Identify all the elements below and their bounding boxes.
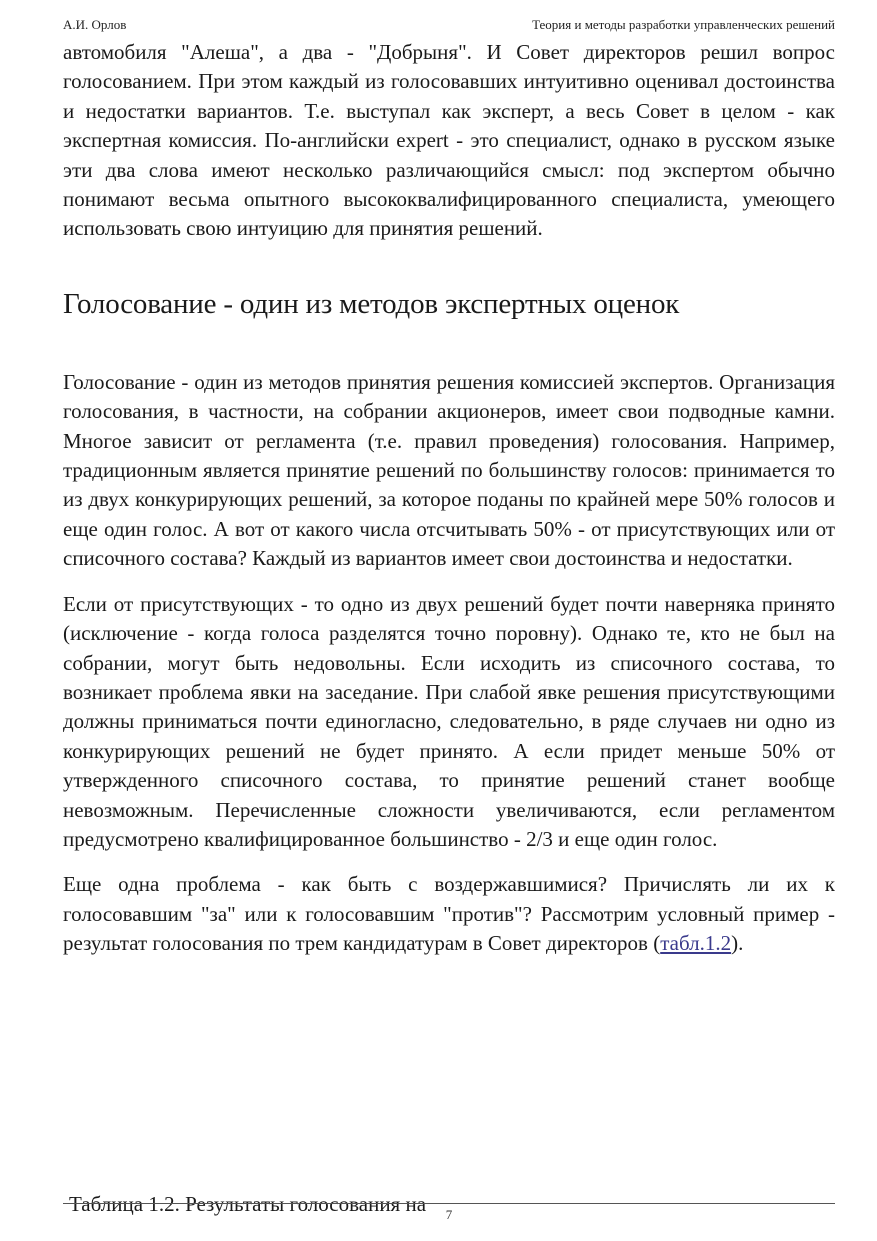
body-text (63, 38, 835, 959)
header-book-title: Теория и методы разработки управленческих решений (532, 17, 835, 32)
footer-divider (63, 1203, 835, 1204)
paragraph-abstain-end: ). (731, 931, 744, 956)
paragraph-abstain-text: Еще одна проблема - как быть с воздержавшимися? Причислять ли их к голосовавшим "за" или к голосовавшим "против"? Рассмотрим условный пример - результат голосования по трем кандидатурам в Совет директоров ( (63, 872, 835, 956)
table-reference-link[interactable]: табл.1.2 (660, 931, 732, 956)
running-header (63, 16, 835, 34)
paragraph-abstain (63, 870, 835, 958)
table-caption-text: Таблица 1.2. Результаты голосования на (69, 1192, 427, 1216)
table-caption (69, 1190, 835, 1216)
paragraph-intro: автомобиля "Алеша", а два - "Добрыня". И Совет директоров решил вопрос голосованием. При этом каждый из голосовавших интуитивно оценивал достоинства и недостатки вариантов. Т.е. выступал как эксперт, а весь Совет в целом - как экспертная комиссия. По-английски expert - это специалист, однако в русском языке эти два слова имеют несколько различающийся смысл: под экспертом обычно понимают весьма опытного высококвалифицированного специалиста, умеющего использовать свою интуицию для принятия решений. (63, 40, 835, 241)
page-number: 7 (445, 1207, 453, 1222)
header-author: А.И. Орлов (63, 17, 127, 32)
paragraph-attendance: Если от присутствующих - то одно из двух решений будет почти наверняка принято (исключение - когда голоса разделятся точно поровну). Однако те, кто не был на собрании, могут быть недовольны. Если исходить из списочного состава, то возникает проблема явки на заседание. При слабой явке решения присутствующими должны приниматься почти единогласно, следовательно, в ряде случаев ни одно из конкурирующих решений не будет принято. А если придет меньше 50% от утвержденного списочного состава, то принятие решений станет вообще невозможным. Перечисленные сложности увеличиваются, если регламентом предусмотрено квалифицированное большинство - 2/3 и еще один голос. (63, 591, 835, 851)
section-heading: Голосование - один из методов экспертных оценок (63, 287, 680, 320)
paragraph-voting-intro: Голосование - один из методов принятия решения комиссией экспертов. Организация голосования, в частности, на собрании акционеров, имеет свои подводные камни. Многое зависит от регламента (т.е. правил проведения) голосования. Например, традиционным является принятие решений по большинству голосов: принимается то из двух конкурирующих решений, за которое поданы по крайней мере 50% голосов и еще один голос. А вот от какого числа отсчитывать 50% - от присутствующих или от списочного состава? Каждый из вариантов имеет свои достоинства и недостатки. (63, 369, 835, 571)
document-page (63, 0, 835, 1241)
